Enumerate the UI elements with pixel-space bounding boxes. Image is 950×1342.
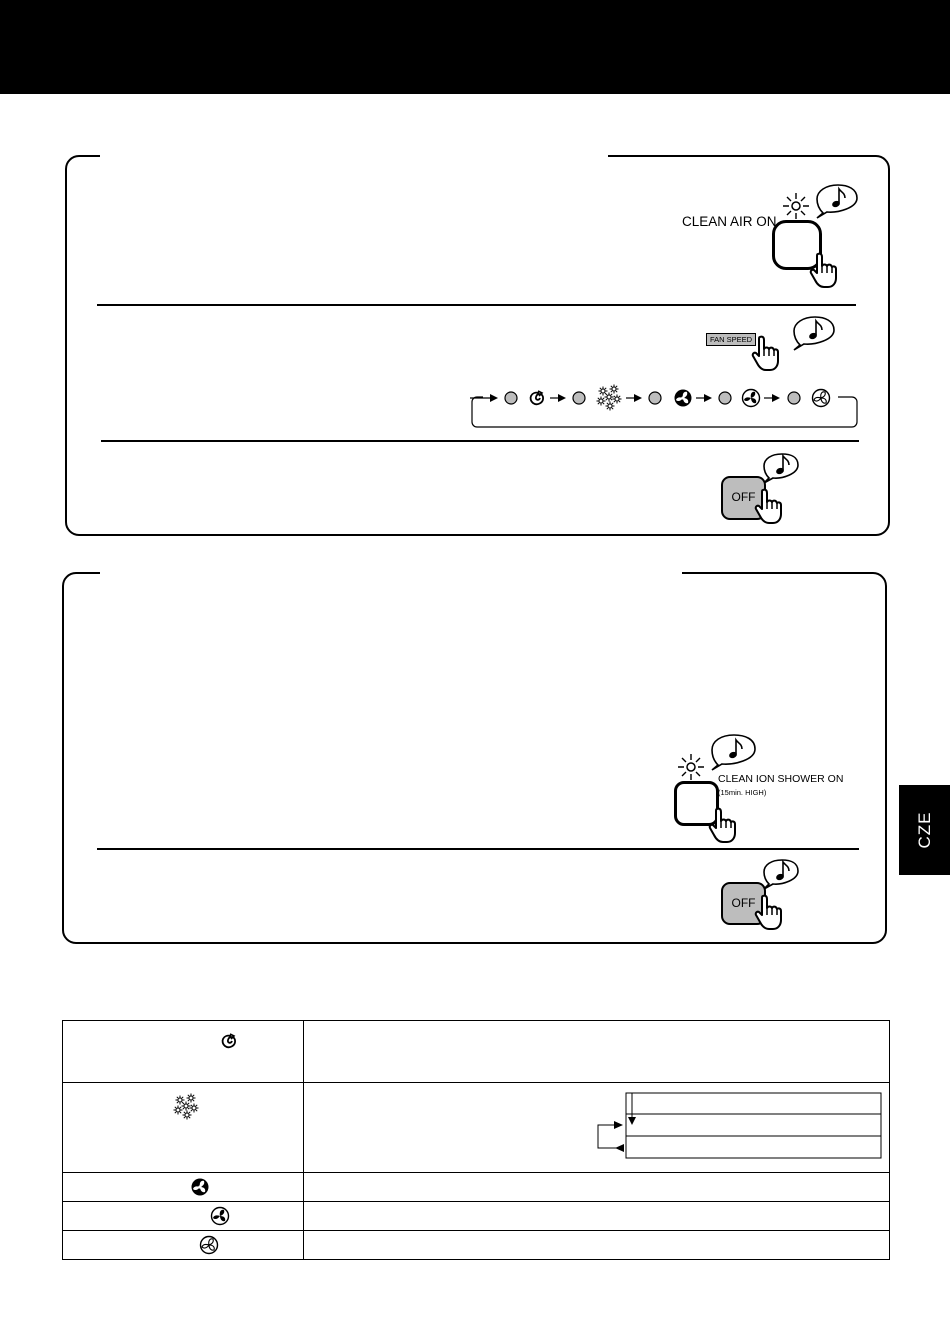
language-tab-label: CZE [914,811,934,849]
auto-icon [217,1029,241,1053]
speed-indicator-lamp [719,392,731,404]
mode-icon-cell [63,1083,304,1173]
fan-speed-cycle-diagram [468,383,860,429]
speed-indicator-lamp [573,392,585,404]
speed-indicator-lamp [649,392,661,404]
divider-line [97,304,856,306]
language-tab [899,785,950,875]
speed-indicator-lamp [505,392,517,404]
pollen-cycle-diagram [586,1089,886,1169]
pointing-hand-icon [706,805,740,845]
off-button[interactable]: OFF [721,476,766,520]
panel-title-gap [100,569,682,575]
divider-line [101,440,859,442]
table-row [63,1202,890,1231]
pointing-hand-icon [752,892,786,932]
table-row [63,1231,890,1260]
table-row [63,1173,890,1202]
beep-bubble-icon [788,315,838,351]
max-fan-icon [675,390,692,407]
divider-line [97,848,859,850]
mode-icon-cell [63,1231,304,1260]
pollen-icon [171,1091,203,1123]
fan-modes-table [62,1020,890,1260]
mode-icon-cell [63,1021,304,1083]
table-row [63,1021,890,1083]
low-fan-icon [198,1234,220,1256]
med-fan-icon [743,390,760,407]
mode-description-cell [304,1173,890,1202]
low-fan-icon [813,390,830,407]
mode-description-cell [304,1083,890,1173]
mode-icon-cell [63,1173,304,1202]
panel-title-gap [100,152,608,158]
mode-description-cell [304,1231,890,1260]
mode-icon-cell [63,1202,304,1231]
sparkle-icon [676,752,706,782]
pointing-hand-icon [807,250,841,290]
med-fan-icon [209,1205,231,1227]
pointing-hand-icon [752,486,786,526]
ion-shower-duration-label: (15min. HIGH) [718,788,767,797]
beep-bubble-icon [705,733,759,771]
clean-air-on-label: CLEAN AIR ON [682,214,777,229]
mode-description-cell [304,1021,890,1083]
pointing-hand-icon [749,333,783,373]
sparkle-icon [781,191,811,221]
max-fan-icon [189,1176,211,1198]
table-row [63,1083,890,1173]
off-button[interactable]: OFF [721,882,766,925]
mode-description-cell [304,1202,890,1231]
beep-bubble-icon [811,183,861,219]
fan-speed-button[interactable]: FAN SPEED [706,333,756,346]
ion-shower-on-label: CLEAN ION SHOWER ON [718,773,844,785]
speed-indicator-lamp [788,392,800,404]
header-bar [0,0,950,94]
